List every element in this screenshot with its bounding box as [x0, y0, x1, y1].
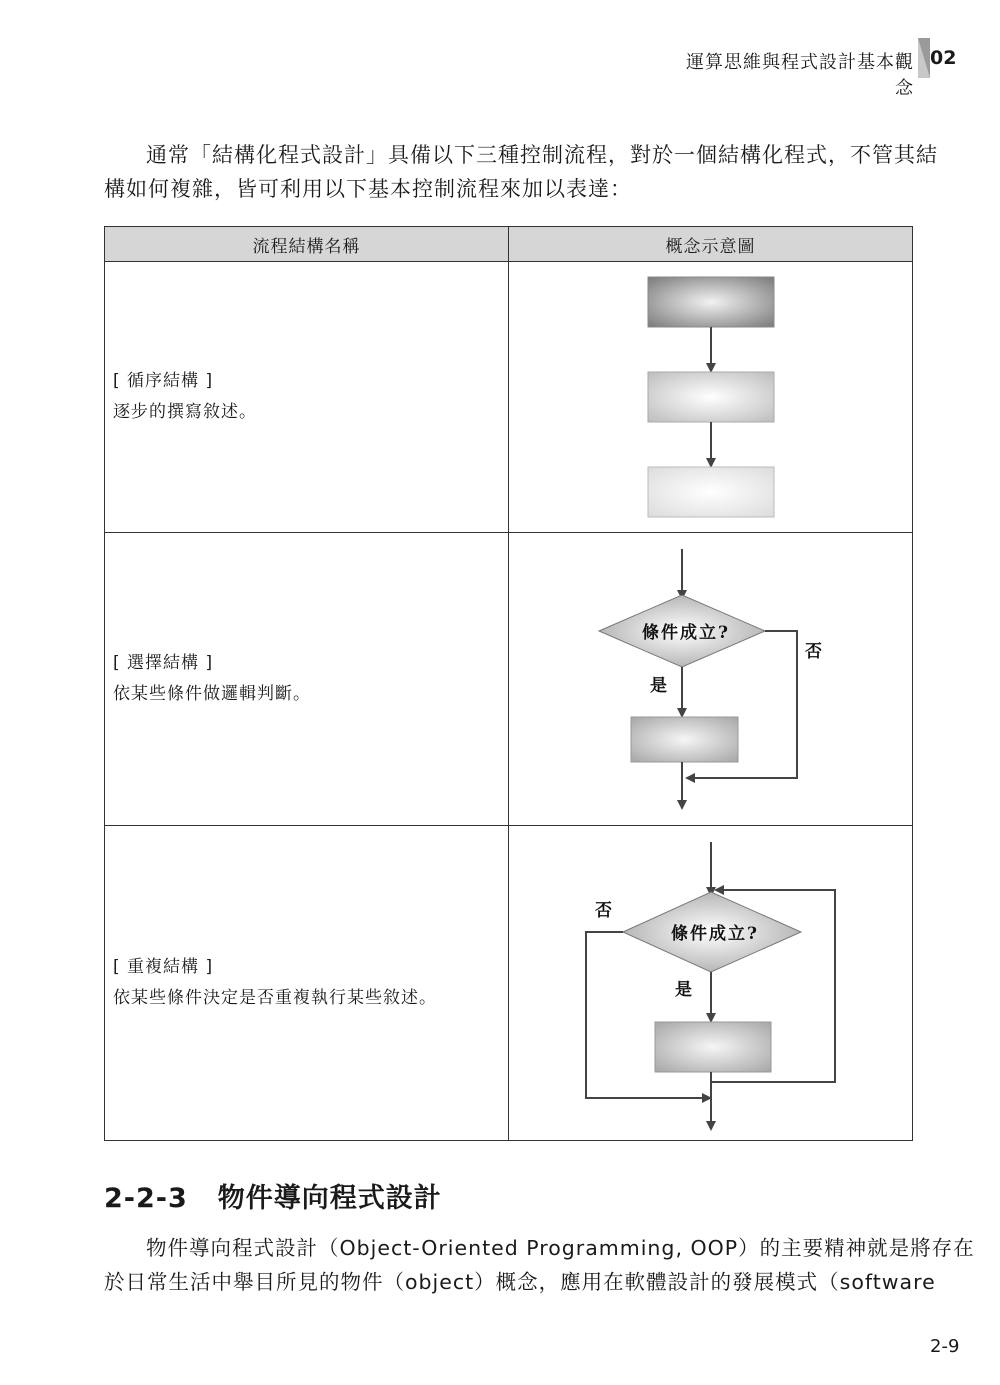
structure-description: 逐步的撰寫敘述。: [113, 402, 257, 422]
body-line-2: 於日常生活中舉目所見的物件（object）概念，應用在軟體設計的發展模式（software: [104, 1270, 936, 1294]
structure-cell: [105, 826, 509, 1141]
repetition-diagram: [509, 826, 913, 1140]
section-heading: [104, 1176, 442, 1215]
running-header-title: 運算思維與程式設計基本觀念: [686, 52, 914, 99]
chapter-number: 02: [930, 47, 957, 69]
structure-name: [ 重複結構 ]: [113, 957, 214, 977]
process-box-2: [648, 372, 774, 422]
table-row-repetition: [105, 826, 913, 1141]
decision-label: 條件成立?: [642, 623, 730, 643]
selection-diagram: [509, 533, 913, 825]
yes-label: 是: [650, 676, 667, 696]
table-row-sequence: [105, 262, 913, 533]
column-header-diagram: 概念示意圖: [509, 227, 913, 262]
decision-label: 條件成立?: [671, 924, 759, 944]
process-box-3: [648, 467, 774, 517]
selection-diagram-cell: [509, 533, 913, 826]
process-box-1: [648, 277, 774, 327]
no-label: 否: [805, 642, 822, 662]
process-box: [631, 717, 738, 762]
structure-cell: [105, 262, 509, 533]
sequence-diagram-cell: [509, 262, 913, 533]
process-box: [655, 1022, 771, 1072]
table-row-selection: [105, 533, 913, 826]
structure-description: 依某些條件決定是否重複執行某些敘述。: [113, 988, 437, 1008]
repetition-diagram-cell: [509, 826, 913, 1141]
structure-cell: [105, 533, 509, 826]
section-title: 物件導向程式設計: [217, 1183, 442, 1214]
page-number: 2-9: [930, 1336, 960, 1357]
column-header-name: 流程結構名稱: [105, 227, 509, 262]
no-label: 否: [595, 901, 612, 921]
structure-name: [ 選擇結構 ]: [113, 653, 214, 673]
control-flow-table: [104, 226, 913, 1141]
structure-description: 依某些條件做邏輯判斷。: [113, 684, 311, 704]
yes-label: 是: [675, 980, 692, 1000]
section-number: 2-2-3: [104, 1183, 188, 1214]
sequence-diagram: [509, 262, 913, 532]
structure-name: [ 循序結構 ]: [113, 371, 214, 391]
intro-line-1: 通常「結構化程式設計」具備以下三種控制流程，對於一個結構化程式，不管其結: [146, 143, 938, 167]
body-line-1: 物件導向程式設計（Object-Oriented Programming, OOP）的主要精神就是將存在: [146, 1236, 975, 1260]
body-paragraph: [104, 1231, 975, 1299]
intro-line-2: 構如何複雜，皆可利用以下基本控制流程來加以表達：: [104, 177, 632, 201]
intro-paragraph: [104, 138, 938, 206]
